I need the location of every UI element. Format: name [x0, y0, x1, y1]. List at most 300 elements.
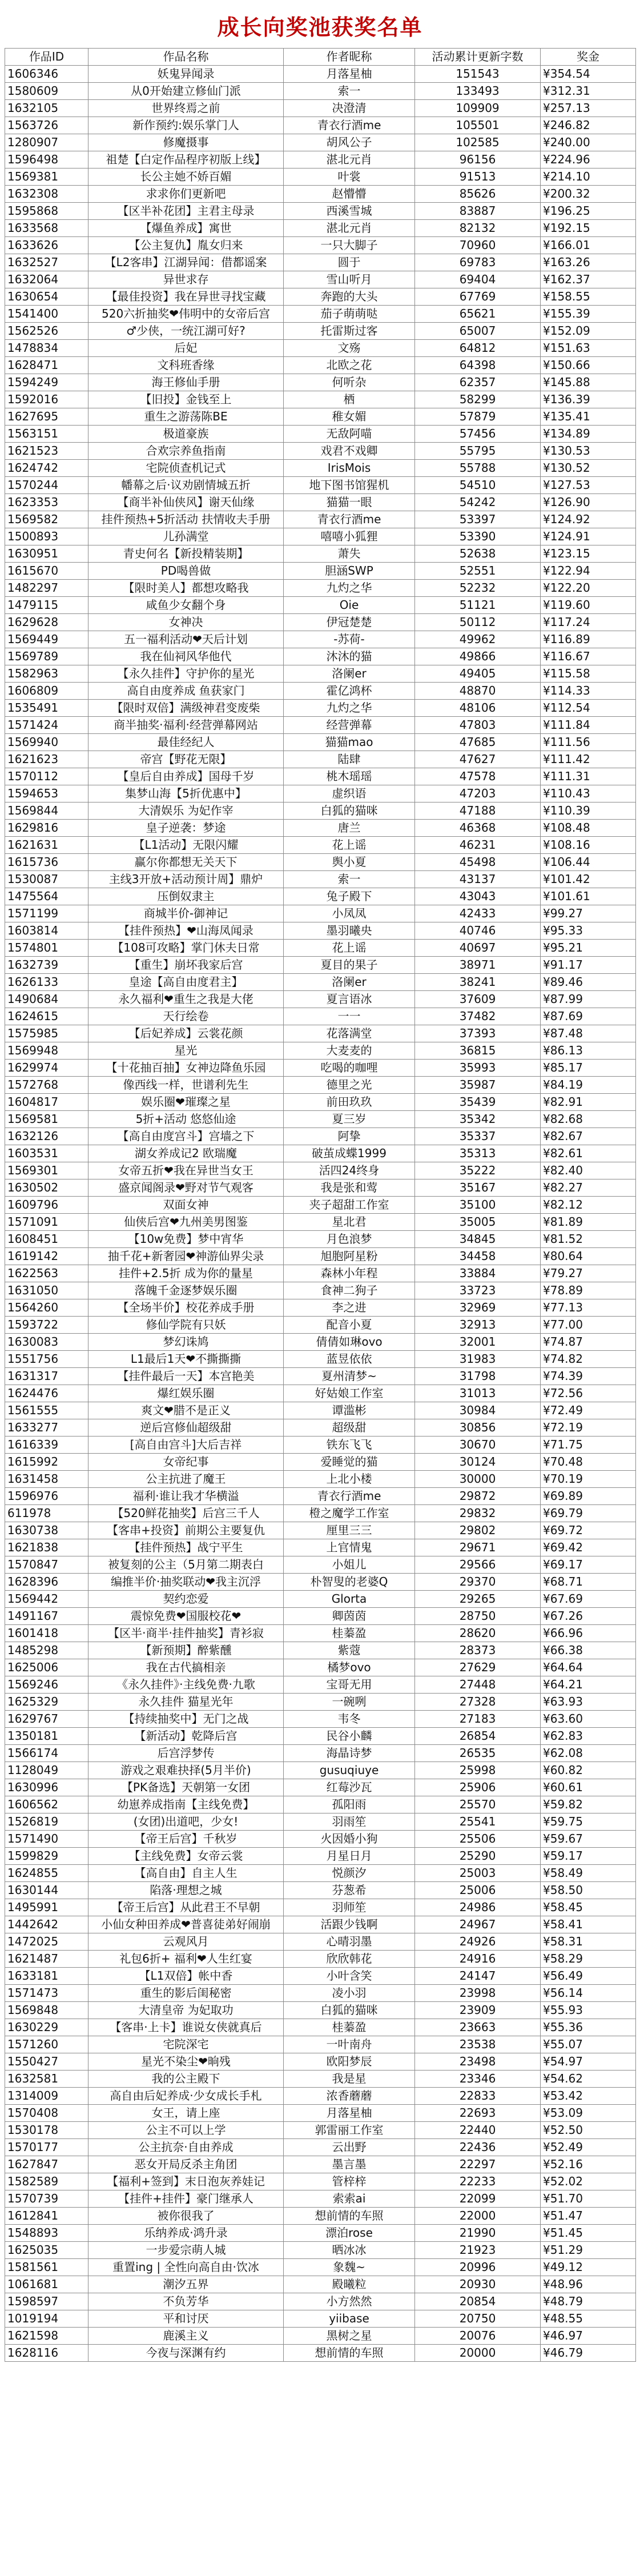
author-cell: 圆于: [284, 254, 415, 271]
work-name-cell: 重生之游荡陈BE: [88, 408, 284, 426]
word-count-cell: 22233: [415, 2173, 541, 2190]
prize-cell: ¥91.17: [541, 957, 636, 974]
table-row: [5, 1694, 636, 1711]
word-count-cell: 69404: [415, 271, 541, 288]
word-count-cell: 29802: [415, 1522, 541, 1539]
table-row: [5, 306, 636, 323]
work-id-cell: 1569301: [5, 1162, 88, 1179]
work-name-cell: 陷落·理想之城: [88, 1882, 284, 1899]
author-cell: 陆肆: [284, 751, 415, 768]
prize-cell: ¥62.08: [541, 1745, 636, 1762]
word-count-cell: 54510: [415, 477, 541, 494]
author-cell: 李之进: [284, 1299, 415, 1317]
work-id-cell: 1551756: [5, 1351, 88, 1368]
page-title: 成长向奖池获奖名单: [217, 15, 423, 40]
work-name-cell: 抽千花+新奢园❤神游仙界尖录: [88, 1248, 284, 1265]
word-count-cell: 23538: [415, 2036, 541, 2053]
author-cell: 赵懵懵: [284, 186, 415, 203]
work-id-cell: 1563726: [5, 117, 88, 134]
word-count-cell: 21923: [415, 2242, 541, 2259]
work-name-cell: 【全场半价】校花养成手册: [88, 1299, 284, 1317]
prize-cell: ¥87.69: [541, 1008, 636, 1025]
work-name-cell: 【十花抽百抽】女神边降鱼乐园: [88, 1060, 284, 1077]
work-name-cell: 长公主她不娇百媚: [88, 168, 284, 186]
author-cell: -苏荷-: [284, 631, 415, 648]
table-row: [5, 2156, 636, 2173]
author-cell: 大麦麦的: [284, 1042, 415, 1060]
prize-cell: ¥69.79: [541, 1505, 636, 1522]
work-name-cell: 【高自由度宫斗】宫墙之下: [88, 1128, 284, 1145]
author-cell: 夏目的果子: [284, 957, 415, 974]
word-count-cell: 47578: [415, 768, 541, 785]
work-id-cell: 1624476: [5, 1385, 88, 1402]
author-cell: 胆涵SWP: [284, 563, 415, 580]
author-cell: 郭雷丽工作室: [284, 2122, 415, 2139]
prize-cell: ¥115.58: [541, 665, 636, 683]
work-id-cell: 1623353: [5, 494, 88, 511]
table-row: [5, 271, 636, 288]
word-count-cell: 43137: [415, 871, 541, 888]
word-count-cell: 20996: [415, 2259, 541, 2276]
author-cell: 橘梦ovo: [284, 1659, 415, 1676]
work-name-cell: 【新活动】乾降后宫: [88, 1728, 284, 1745]
author-cell: 月色浪梦: [284, 1231, 415, 1248]
author-cell: 想前情的车照: [284, 2208, 415, 2225]
word-count-cell: 28373: [415, 1642, 541, 1659]
word-count-cell: 58299: [415, 391, 541, 408]
author-cell: 何听杂: [284, 374, 415, 391]
table-row: [5, 237, 636, 254]
work-id-cell: 1625329: [5, 1694, 88, 1711]
prize-cell: ¥54.97: [541, 2053, 636, 2071]
work-name-cell: ♂少侠，一统江湖可好?: [88, 323, 284, 340]
word-count-cell: 67769: [415, 288, 541, 306]
author-cell: 湛北元肖: [284, 220, 415, 237]
table-row: [5, 1197, 636, 1214]
prize-cell: ¥82.12: [541, 1197, 636, 1214]
work-name-cell: 【持续抽奖中】无门之战: [88, 1711, 284, 1728]
work-id-cell: 1629974: [5, 1060, 88, 1077]
work-id-cell: 1626133: [5, 974, 88, 991]
table-row: [5, 1591, 636, 1608]
author-cell: 上北小楼: [284, 1471, 415, 1488]
table-row: [5, 1539, 636, 1556]
work-name-cell: 【挂件最后一天】本宫艳美: [88, 1368, 284, 1385]
word-count-cell: 46231: [415, 837, 541, 854]
word-count-cell: 65621: [415, 306, 541, 323]
work-id-cell: 1569948: [5, 1042, 88, 1060]
work-id-cell: 1630229: [5, 2019, 88, 2036]
table-row: [5, 700, 636, 717]
prize-cell: ¥56.49: [541, 1968, 636, 1985]
author-cell: 小凤凤: [284, 905, 415, 922]
work-name-cell: 湖女养成记2 欧瑞魔: [88, 1145, 284, 1162]
prize-cell: ¥224.96: [541, 151, 636, 168]
word-count-cell: 31013: [415, 1385, 541, 1402]
work-name-cell: 祖楚【白定作品程序初版上线】: [88, 151, 284, 168]
author-cell: 民谷小麟: [284, 1728, 415, 1745]
prize-cell: ¥74.39: [541, 1368, 636, 1385]
work-name-cell: 【挂件预热】战宁平生: [88, 1539, 284, 1556]
table-row: [5, 1025, 636, 1042]
table-row: [5, 100, 636, 117]
work-name-cell: 鹿溪主义: [88, 2328, 284, 2345]
word-count-cell: 25290: [415, 1848, 541, 1865]
table-row: [5, 2276, 636, 2293]
prize-cell: ¥117.24: [541, 614, 636, 631]
work-name-cell: 【108可攻略】掌门休夫日常: [88, 940, 284, 957]
work-id-cell: 1632126: [5, 1128, 88, 1145]
word-count-cell: 30984: [415, 1402, 541, 1419]
table-row: [5, 1968, 636, 1985]
work-id-cell: 1606346: [5, 66, 88, 83]
word-count-cell: 51121: [415, 597, 541, 614]
author-cell: 铁东飞飞: [284, 1437, 415, 1454]
word-count-cell: 24926: [415, 1933, 541, 1951]
word-count-cell: 20000: [415, 2345, 541, 2362]
table-row: [5, 374, 636, 391]
work-id-cell: 1530178: [5, 2122, 88, 2139]
author-cell: 橙之魔学工作室: [284, 1505, 415, 1522]
work-id-cell: 1580609: [5, 83, 88, 100]
prize-cell: ¥74.82: [541, 1351, 636, 1368]
word-count-cell: 133493: [415, 83, 541, 100]
word-count-cell: 35987: [415, 1077, 541, 1094]
word-count-cell: 35993: [415, 1060, 541, 1077]
prize-cell: ¥46.97: [541, 2328, 636, 2345]
word-count-cell: 47188: [415, 803, 541, 820]
work-name-cell: 最佳经纪人: [88, 734, 284, 751]
work-id-cell: 1629628: [5, 614, 88, 631]
prize-cell: ¥46.79: [541, 2345, 636, 2362]
table-row: [5, 1299, 636, 1317]
table-row: [5, 1848, 636, 1865]
work-id-cell: 1571260: [5, 2036, 88, 2053]
work-id-cell: 1570739: [5, 2190, 88, 2208]
table-row: [5, 803, 636, 820]
word-count-cell: 35222: [415, 1162, 541, 1179]
table-row: [5, 1265, 636, 1282]
table-row: [5, 1779, 636, 1796]
prize-cell: ¥54.62: [541, 2071, 636, 2088]
work-name-cell: 被复刻的公主（5月第二期表白: [88, 1556, 284, 1574]
table-row: [5, 1951, 636, 1968]
word-count-cell: 23663: [415, 2019, 541, 2036]
work-id-cell: 1631317: [5, 1368, 88, 1385]
word-count-cell: 24147: [415, 1968, 541, 1985]
author-cell: 我是星: [284, 2071, 415, 2088]
word-count-cell: 22000: [415, 2208, 541, 2225]
table-row: [5, 254, 636, 271]
word-count-cell: 32001: [415, 1334, 541, 1351]
prize-cell: ¥196.25: [541, 203, 636, 220]
work-id-cell: 1574801: [5, 940, 88, 957]
word-count-cell: 48106: [415, 700, 541, 717]
work-name-cell: 帝宫【野花无限】: [88, 751, 284, 768]
prize-cell: ¥72.56: [541, 1385, 636, 1402]
work-id-cell: 1575985: [5, 1025, 88, 1042]
prize-cell: ¥52.49: [541, 2139, 636, 2156]
table-row: [5, 1522, 636, 1539]
word-count-cell: 40746: [415, 922, 541, 940]
prize-cell: ¥71.75: [541, 1437, 636, 1454]
work-id-cell: 1495991: [5, 1899, 88, 1916]
author-cell: 猫猫一眼: [284, 494, 415, 511]
table-row: [5, 631, 636, 648]
word-count-cell: 69783: [415, 254, 541, 271]
work-name-cell: 【主线免费】女帝云裳: [88, 1848, 284, 1865]
word-count-cell: 65007: [415, 323, 541, 340]
work-id-cell: 1621838: [5, 1539, 88, 1556]
author-cell: 叶裳: [284, 168, 415, 186]
word-count-cell: 151543: [415, 66, 541, 83]
word-count-cell: 33723: [415, 1282, 541, 1299]
word-count-cell: 29370: [415, 1574, 541, 1591]
word-count-cell: 53390: [415, 528, 541, 545]
prize-cell: ¥51.29: [541, 2242, 636, 2259]
work-id-cell: 1632308: [5, 186, 88, 203]
word-count-cell: 29265: [415, 1591, 541, 1608]
table-row: [5, 83, 636, 100]
table-row: [5, 288, 636, 306]
table-row: [5, 1985, 636, 2002]
prize-cell: ¥58.45: [541, 1899, 636, 1916]
author-cell: 想前情的车照: [284, 2345, 415, 2362]
work-name-cell: 【公主复仇】胤女归来: [88, 237, 284, 254]
prize-cell: ¥110.43: [541, 785, 636, 803]
table-row: [5, 2139, 636, 2156]
work-id-cell: 1582589: [5, 2173, 88, 2190]
author-cell: 地下图书馆猩机: [284, 477, 415, 494]
author-cell: 阿挚: [284, 1128, 415, 1145]
work-name-cell: 公主不可以上学: [88, 2122, 284, 2139]
work-id-cell: 1593722: [5, 1317, 88, 1334]
prize-cell: ¥152.09: [541, 323, 636, 340]
work-id-cell: 1631458: [5, 1471, 88, 1488]
prize-cell: ¥87.48: [541, 1025, 636, 1042]
table-row: [5, 66, 636, 83]
prize-cell: ¥51.70: [541, 2190, 636, 2208]
work-name-cell: 契约恋爱: [88, 1591, 284, 1608]
work-name-cell: 【L1活动】无限闪耀: [88, 837, 284, 854]
work-name-cell: 幡幕之后·议劝剧情城五折: [88, 477, 284, 494]
table-row: [5, 768, 636, 785]
table-row: [5, 443, 636, 460]
work-name-cell: 恶女开局反杀主角团: [88, 2156, 284, 2173]
prize-cell: ¥134.89: [541, 426, 636, 443]
word-count-cell: 34458: [415, 1248, 541, 1265]
author-cell: 一碗咧: [284, 1694, 415, 1711]
word-count-cell: 23998: [415, 1985, 541, 2002]
work-id-cell: 1630083: [5, 1334, 88, 1351]
table-row: [5, 2088, 636, 2105]
work-id-cell: 1061681: [5, 2276, 88, 2293]
author-cell: 文殇: [284, 340, 415, 357]
word-count-cell: 35337: [415, 1128, 541, 1145]
prize-cell: ¥70.48: [541, 1454, 636, 1471]
work-name-cell: 【爆鱼养成】寓世: [88, 220, 284, 237]
word-count-cell: 54242: [415, 494, 541, 511]
word-count-cell: 83887: [415, 203, 541, 220]
prize-cell: ¥246.82: [541, 117, 636, 134]
prize-cell: ¥63.93: [541, 1694, 636, 1711]
prize-cell: ¥116.89: [541, 631, 636, 648]
table-row: [5, 1454, 636, 1471]
work-id-cell: 1482297: [5, 580, 88, 597]
work-id-cell: 1622563: [5, 1265, 88, 1282]
work-id-cell: 1615992: [5, 1454, 88, 1471]
prize-cell: ¥84.19: [541, 1077, 636, 1094]
author-cell: 蓝昱依依: [284, 1351, 415, 1368]
table-row: [5, 1882, 636, 1899]
table-row: [5, 1813, 636, 1831]
header-author: 作者昵称: [284, 49, 415, 66]
prize-cell: ¥111.31: [541, 768, 636, 785]
table-row: [5, 1762, 636, 1779]
word-count-cell: 91513: [415, 168, 541, 186]
prize-cell: ¥111.42: [541, 751, 636, 768]
work-id-cell: 1350181: [5, 1728, 88, 1745]
table-row: [5, 1505, 636, 1522]
prize-cell: ¥166.01: [541, 237, 636, 254]
author-cell: 凌小羽: [284, 1985, 415, 2002]
work-id-cell: 1570177: [5, 2139, 88, 2156]
work-name-cell: 【挂件预热】❤山海凤闻录: [88, 922, 284, 940]
word-count-cell: 46368: [415, 820, 541, 837]
author-cell: 唐兰: [284, 820, 415, 837]
work-name-cell: 女王，请上座: [88, 2105, 284, 2122]
word-count-cell: 32913: [415, 1317, 541, 1334]
work-id-cell: 1569844: [5, 803, 88, 820]
work-id-cell: 1630951: [5, 545, 88, 563]
word-count-cell: 64398: [415, 357, 541, 374]
author-cell: 旭胞阿星粉: [284, 1248, 415, 1265]
work-id-cell: 1314009: [5, 2088, 88, 2105]
prize-cell: ¥58.50: [541, 1882, 636, 1899]
table-row: [5, 871, 636, 888]
work-name-cell: 平和讨厌: [88, 2310, 284, 2328]
prize-cell: ¥58.49: [541, 1865, 636, 1882]
work-name-cell: L1最后1天❤不撕撕撕: [88, 1351, 284, 1368]
prize-cell: ¥66.38: [541, 1642, 636, 1659]
table-row: [5, 2242, 636, 2259]
work-id-cell: 1633626: [5, 237, 88, 254]
work-id-cell: 1485298: [5, 1642, 88, 1659]
prize-cell: ¥69.17: [541, 1556, 636, 1574]
work-name-cell: 星光不染尘❤晌残: [88, 2053, 284, 2071]
work-name-cell: 高自由后妃养成·少女成长手札: [88, 2088, 284, 2105]
table-row: [5, 1317, 636, 1334]
work-name-cell: 爽文❤腊不是正义: [88, 1402, 284, 1419]
prize-cell: ¥192.15: [541, 220, 636, 237]
work-name-cell: 【10w免费】梦中宵华: [88, 1231, 284, 1248]
work-name-cell: 修仙学院有只妖: [88, 1317, 284, 1334]
work-name-cell: 【挂件+挂件】豪门继承人: [88, 2190, 284, 2208]
prize-cell: ¥158.55: [541, 288, 636, 306]
work-id-cell: 1571091: [5, 1214, 88, 1231]
work-id-cell: 1603814: [5, 922, 88, 940]
work-id-cell: 1615736: [5, 854, 88, 871]
table-row: [5, 1214, 636, 1231]
table-row: [5, 323, 636, 340]
table-row: [5, 2345, 636, 2362]
table-row: [5, 1899, 636, 1916]
author-cell: 胡风公子: [284, 134, 415, 151]
work-id-cell: 1569789: [5, 648, 88, 665]
author-cell: 托雷斯过客: [284, 323, 415, 340]
table-row: [5, 1574, 636, 1591]
work-id-cell: 1569449: [5, 631, 88, 648]
author-cell: IrisMois: [284, 460, 415, 477]
work-id-cell: 1562526: [5, 323, 88, 340]
word-count-cell: 27629: [415, 1659, 541, 1676]
prize-cell: ¥48.96: [541, 2276, 636, 2293]
work-name-cell: 5折+活动 悠悠仙途: [88, 1111, 284, 1128]
table-row: [5, 2259, 636, 2276]
work-name-cell: 【福利+签到】末日泡灰养娃记: [88, 2173, 284, 2190]
table-body: [5, 66, 636, 2362]
work-name-cell: 爆红娱乐圈: [88, 1385, 284, 1402]
table-row: [5, 2036, 636, 2053]
work-id-cell: 1606562: [5, 1796, 88, 1813]
work-name-cell: 五一福利活动❤天后计划: [88, 631, 284, 648]
author-cell: 殿曦粒: [284, 2276, 415, 2293]
prize-cell: ¥135.41: [541, 408, 636, 426]
work-id-cell: 1632581: [5, 2071, 88, 2088]
work-id-cell: 1627847: [5, 2156, 88, 2173]
work-name-cell: 【L2客串】江湖异闻：借都谣案: [88, 254, 284, 271]
work-name-cell: 修魔摄事: [88, 134, 284, 151]
author-cell: 花落满堂: [284, 1025, 415, 1042]
prize-cell: ¥155.39: [541, 306, 636, 323]
table-row: [5, 186, 636, 203]
work-name-cell: 双面女神: [88, 1197, 284, 1214]
work-name-cell: 编推半价·抽奖联动❤我主沉浮: [88, 1574, 284, 1591]
author-cell: 月星日月: [284, 1848, 415, 1865]
word-count-cell: 33884: [415, 1265, 541, 1282]
work-name-cell: 【客串+投资】前期公主要复仇: [88, 1522, 284, 1539]
author-cell: 厘里三三: [284, 1522, 415, 1539]
prize-cell: ¥59.67: [541, 1831, 636, 1848]
prize-cell: ¥136.39: [541, 391, 636, 408]
work-name-cell: 被你很我了: [88, 2208, 284, 2225]
work-name-cell: 儿孙满堂: [88, 528, 284, 545]
work-name-cell: 重置ing | 全性向高自由·饮冰: [88, 2259, 284, 2276]
table-row: [5, 477, 636, 494]
work-name-cell: 妖鬼异闻录: [88, 66, 284, 83]
word-count-cell: 43043: [415, 888, 541, 905]
word-count-cell: 40697: [415, 940, 541, 957]
author-cell: 心晴羽墨: [284, 1933, 415, 1951]
work-id-cell: 1628396: [5, 1574, 88, 1591]
work-name-cell: 潮汐五界: [88, 2276, 284, 2293]
prize-cell: ¥69.89: [541, 1488, 636, 1505]
table-row: [5, 511, 636, 528]
work-id-cell: 1128049: [5, 1762, 88, 1779]
table-row: [5, 460, 636, 477]
table-row: [5, 220, 636, 237]
prize-cell: ¥111.84: [541, 717, 636, 734]
table-row: [5, 717, 636, 734]
work-name-cell: 挂件预热+5折活动 扶情收夫手册: [88, 511, 284, 528]
work-id-cell: 1571424: [5, 717, 88, 734]
word-count-cell: 37393: [415, 1025, 541, 1042]
word-count-cell: 47803: [415, 717, 541, 734]
prize-cell: ¥110.39: [541, 803, 636, 820]
prize-cell: ¥95.21: [541, 940, 636, 957]
work-name-cell: 【520鲜花抽奖】后宫三千人: [88, 1505, 284, 1522]
work-id-cell: 1569581: [5, 1111, 88, 1128]
